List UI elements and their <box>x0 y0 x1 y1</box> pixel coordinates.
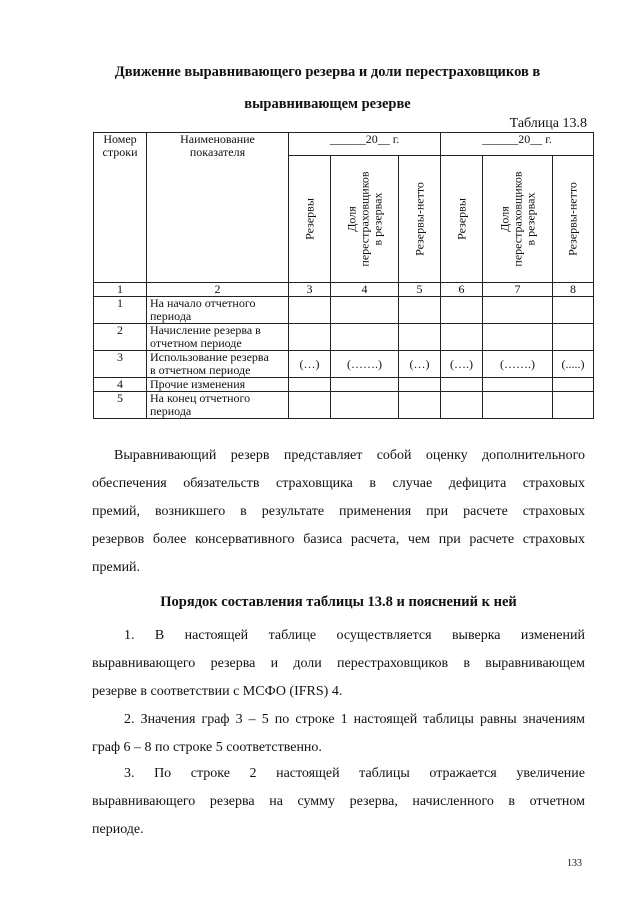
row-number: 4 <box>94 378 147 392</box>
column-numbers-row <box>94 283 594 297</box>
table-row <box>94 392 594 419</box>
column-number: 6 <box>441 283 483 297</box>
title-line-2: выравнивающем резерве <box>244 96 411 112</box>
column-number: 3 <box>289 283 331 297</box>
col-reserves-2: Резервы <box>441 156 483 283</box>
document-title <box>95 56 560 120</box>
table-cell: (….) <box>441 351 483 378</box>
page-number: 133 <box>567 858 582 869</box>
row-number: 1 <box>94 297 147 324</box>
col-net-1: Резервы-нетто <box>399 156 441 283</box>
paragraph-item-2: 2. Значения граф 3 – 5 по строке 1 настоящей таблицы равны значениям граф 6 – 8 по строке 5 соответственно. <box>92 712 585 755</box>
table-cell: (…) <box>399 351 441 378</box>
row-label: На начало отчетного периода <box>147 297 289 324</box>
header-year-2: ______20__ г. <box>441 133 594 156</box>
row-label: На конец отчетного периода <box>147 392 289 419</box>
row-label: Начисление резерва в отчетном периоде <box>147 324 289 351</box>
title-line-1: Движение выравнивающего резерва и доли перестраховщиков в <box>114 64 541 80</box>
column-number: 4 <box>331 283 399 297</box>
section-subtitle: Порядок составления таблицы 13.8 и пояснений к ней <box>160 594 517 610</box>
table-cell: (.....) <box>553 351 594 378</box>
reserve-table <box>93 132 594 419</box>
table-row <box>94 324 594 351</box>
paragraph-item-1: 1. В настоящей таблице осуществляется выверка изменений выравнивающего резерва и доли перестраховщиков в выравнивающем резерве в соответствии с МСФО (IFRS) 4. <box>92 628 585 699</box>
paragraph-definition: Выравнивающий резерв представляет собой оценку дополнительного обеспечения обязательств страховщика в случае дефицита страховых премий, возникшего в результате применения при расчете страховых резервов более консервативного базиса расчета, чем при расчете страховых премий. <box>92 448 585 575</box>
column-number: 8 <box>553 283 594 297</box>
table-row <box>94 297 594 324</box>
table-label: Таблица 13.8 <box>509 116 587 131</box>
table-cell: (…) <box>289 351 331 378</box>
header-indicator-name: Наименование показателя <box>147 133 289 283</box>
column-number: 5 <box>399 283 441 297</box>
row-number: 3 <box>94 351 147 378</box>
row-number: 5 <box>94 392 147 419</box>
paragraph-item-3: 3. По строке 2 настоящей таблицы отражается увеличение выравнивающего резерва на сумму резерва, начисленного в отчетном периоде. <box>92 766 585 837</box>
table-cell: (…….) <box>483 351 553 378</box>
row-label: Использование резерва в отчетном периоде <box>147 351 289 378</box>
col-share-2: Доля перестраховщиков в резервах <box>483 156 553 283</box>
row-label: Прочие изменения <box>147 378 289 392</box>
column-number: 2 <box>147 283 289 297</box>
col-share-1: Доля перестраховщиков в резервах <box>331 156 399 283</box>
column-number: 7 <box>483 283 553 297</box>
table-row <box>94 378 594 392</box>
header-row-number: Номер строки <box>94 133 147 283</box>
row-number: 2 <box>94 324 147 351</box>
column-number: 1 <box>94 283 147 297</box>
col-reserves-1: Резервы <box>289 156 331 283</box>
table-cell: (…….) <box>331 351 399 378</box>
header-year-1: ______20__ г. <box>289 133 441 156</box>
col-net-2: Резервы-нетто <box>553 156 594 283</box>
table-row <box>94 351 594 378</box>
